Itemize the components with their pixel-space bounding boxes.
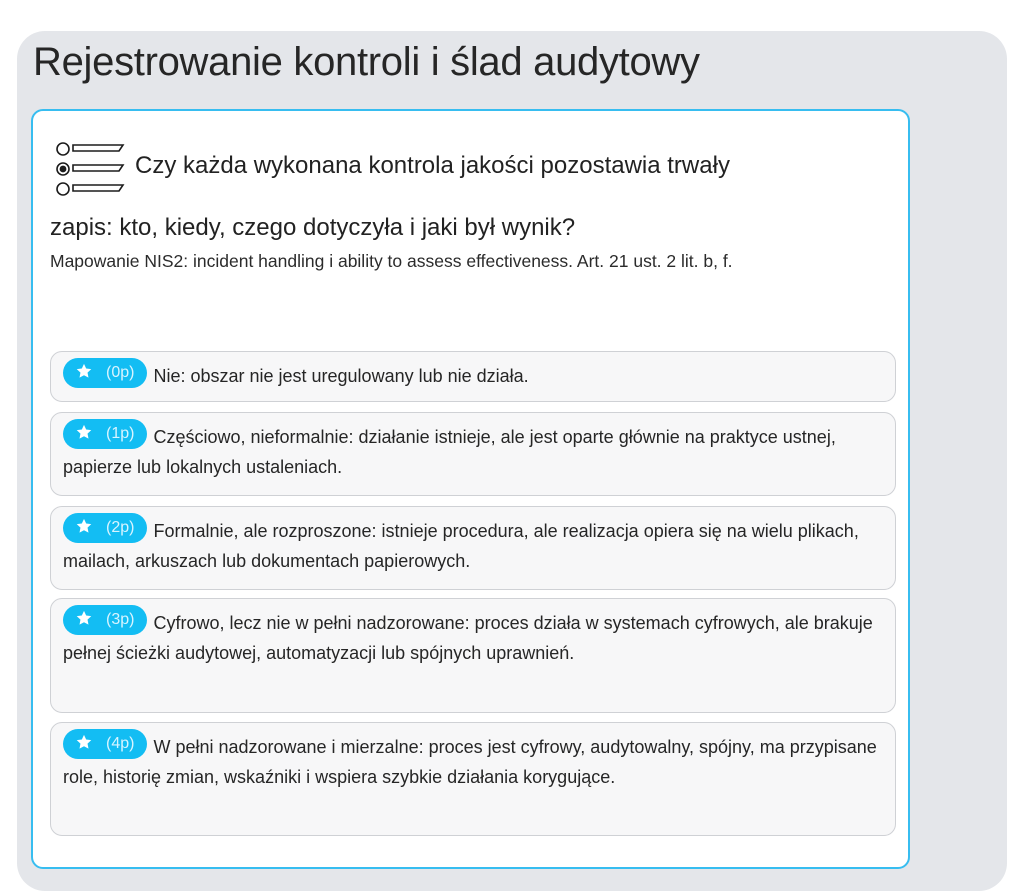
- points-badge: [63, 513, 147, 543]
- section-title: Rejestrowanie kontroli i ślad audytowy: [33, 40, 700, 84]
- star-icon: [75, 362, 93, 380]
- question-text-line1: Czy każda wykonana kontrola jakości pozostawia trwały: [135, 152, 730, 179]
- points-label: (4p): [106, 735, 135, 752]
- points-label: (3p): [106, 611, 135, 628]
- points-label: (1p): [106, 425, 135, 442]
- points-badge: [63, 419, 147, 449]
- points-badge: [63, 605, 147, 635]
- star-icon: [75, 517, 93, 535]
- star-icon: [75, 733, 93, 751]
- points-badge: [63, 358, 147, 388]
- answer-text: Częściowo, nieformalnie: działanie istnieje, ale jest oparte głównie na praktyce ustnej, papierze lub lokalnych ustaleniach.: [63, 427, 836, 477]
- question-text-line2: zapis: kto, kiedy, czego dotyczyła i jaki był wynik?: [50, 214, 576, 241]
- answer-text: Formalnie, ale rozproszone: istnieje procedura, ale realizacja opiera się na wielu plikach, mailach, arkuszach lub dokumentach papierowych.: [63, 521, 859, 571]
- answer-option-0[interactable]: [50, 351, 896, 402]
- answer-option-2[interactable]: [50, 506, 896, 590]
- answer-text: Cyfrowo, lecz nie w pełni nadzorowane: proces działa w systemach cyfrowych, ale brakuje pełnej ścieżki audytowej, automatyzacji lub spójnych uprawnień.: [63, 613, 873, 663]
- points-badge: [63, 729, 147, 759]
- points-label: (2p): [106, 519, 135, 536]
- star-icon: [75, 609, 93, 627]
- answer-option-3[interactable]: [50, 598, 896, 713]
- answer-text: Nie: obszar nie jest uregulowany lub nie działa.: [153, 366, 529, 386]
- answer-text: W pełni nadzorowane i mierzalne: proces jest cyfrowy, audytowalny, spójny, ma przypisane role, historię zmian, wskaźniki i wspiera szybkie działania korygujące.: [63, 737, 877, 787]
- answer-option-1[interactable]: [50, 412, 896, 496]
- question-card: [31, 109, 910, 869]
- radio-list-icon: [55, 141, 125, 197]
- question-mapping: Mapowanie NIS2: incident handling i ability to assess effectiveness. Art. 21 ust. 2 lit. b, f.: [50, 251, 733, 271]
- points-label: (0p): [106, 364, 135, 381]
- star-icon: [75, 423, 93, 441]
- answer-option-4[interactable]: [50, 722, 896, 836]
